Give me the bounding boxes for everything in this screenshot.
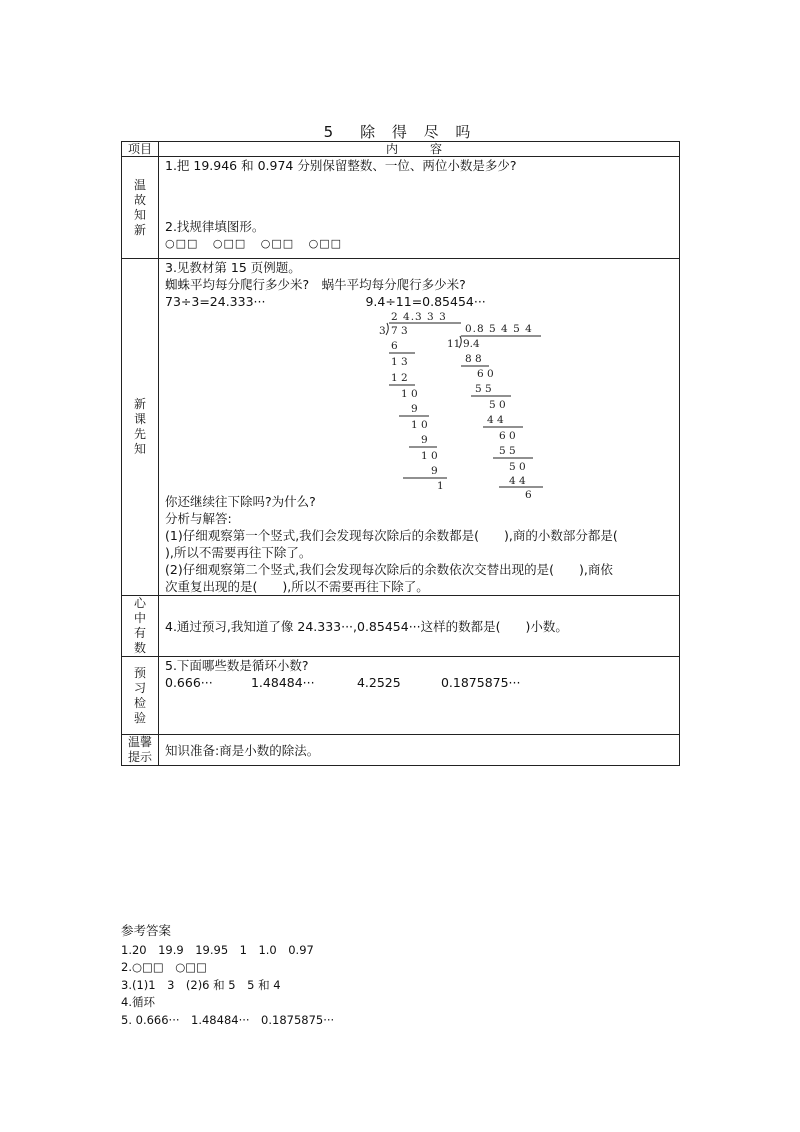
div1-step: 9 (411, 403, 418, 415)
answer-line: 4.循环 (121, 995, 155, 1009)
answer-heading: 参考答案 (121, 923, 172, 938)
section-label-preview: 预习检验 (133, 665, 146, 725)
div1-dividend: 7 3 (391, 325, 408, 337)
div1-divisor: 3 (379, 325, 386, 337)
shape-group: ○□□ (260, 237, 295, 250)
div2-step: 4 4 (487, 414, 504, 426)
section-label-new-lesson: 新课先知 (133, 397, 146, 456)
div1-bracket (386, 323, 388, 335)
div1-step: 9 (421, 434, 428, 446)
div2-step: 6 0 (477, 368, 494, 380)
div1-step: 6 (391, 340, 398, 352)
header-item: 项目 (122, 142, 159, 157)
div1-step: 1 0 (411, 419, 428, 431)
shape-group: ○□□ (308, 237, 343, 250)
answer-key (121, 922, 334, 1029)
div2-step: 5 0 (489, 399, 506, 411)
div1-step: 9 (431, 465, 438, 477)
long-division-area (165, 310, 679, 501)
div1-step: 1 0 (421, 450, 438, 462)
number-option: 0.666··· (165, 675, 213, 690)
analysis-2b: 次重复出现的是( ),所以不需要再往下除了。 (165, 579, 429, 594)
question-2: 2.找规律填图形。 (165, 219, 265, 234)
number-option: 4.2525 (356, 675, 401, 690)
page-title: 5 除 得 尽 吗 (323, 123, 477, 141)
lesson-table (121, 141, 680, 766)
div2-step: 8 8 (465, 353, 482, 365)
div1-step: 1 2 (391, 372, 408, 384)
div1-step: 1 (437, 480, 444, 492)
tip-text: 知识准备:商是小数的除法。 (165, 742, 320, 758)
div2-dividend: 9.4 (463, 338, 480, 350)
number-list (165, 674, 679, 691)
number-option: 0.1875875··· (440, 675, 521, 690)
div2-step: 5 0 (509, 461, 526, 473)
answer-line: 5. 0.666··· 1.48484··· 0.1875875··· (121, 1012, 335, 1027)
answer-line: 1.20 19.9 19.95 1 1.0 0.97 (121, 942, 314, 957)
div1-step: 1 3 (391, 356, 408, 368)
equation-1: 73÷3=24.333··· (165, 294, 266, 309)
equation-2: 9.4÷11=0.85454··· (365, 294, 486, 309)
answer-line: 2.○□□ ○□□ (121, 960, 208, 974)
div1-quotient: 2 4.3 3 3 (391, 311, 447, 323)
section-preview-check (122, 657, 680, 735)
question-5: 5.下面哪些数是循环小数? (165, 658, 309, 673)
long-division-drawing (165, 310, 685, 501)
analysis-1: (1)仔细观察第一个竖式,我们会发现每次除后的余数都是( ),商的小数部分都是( (165, 528, 618, 543)
section-review (122, 157, 680, 259)
section-label-tip: 温馨提示 (127, 735, 152, 764)
section-tip (122, 735, 680, 766)
answer-line: 3.(1)1 3 (2)6 和 5 5 和 4 (121, 977, 281, 992)
div2-step: 5 5 (499, 445, 516, 457)
analysis-1b: ),所以不需要再往下除了。 (165, 545, 312, 560)
shape-pattern (165, 235, 679, 252)
div2-step: 6 (525, 489, 532, 501)
div2-step: 5 5 (475, 383, 492, 395)
div1-step: 1 0 (401, 388, 418, 400)
question-1: 1.把 19.946 和 0.974 分别保留整数、一位、两位小数是多少? (165, 158, 517, 173)
question-3: 3.见教材第 15 页例题。 (165, 260, 301, 275)
section-label-review: 温故知新 (133, 177, 146, 237)
div2-divisor: 11 (447, 338, 461, 350)
speed-question: 蜘蛛平均每分爬行多少米? 蜗牛平均每分爬行多少米? (165, 277, 466, 292)
section-summary (122, 596, 680, 657)
div2-quotient: 0.8 5 4 5 4 (465, 323, 533, 335)
div2-step: 6 0 (499, 430, 516, 442)
analysis-2: (2)仔细观察第二个竖式,我们会发现每次除后的余数依次交替出现的是( ),商依 (165, 562, 613, 577)
table-header-row (122, 142, 680, 157)
div2-step: 4 4 (509, 475, 526, 487)
number-option: 1.48484··· (250, 675, 315, 690)
analysis-heading: 分析与解答: (165, 511, 232, 526)
section-label-summary: 心中有数 (133, 596, 146, 655)
shape-group: ○□□ (165, 237, 199, 250)
question-4: 4.通过预习,我知道了像 24.333···,0.85454···这样的数都是( )小数。 (165, 618, 568, 634)
section-new-lesson (122, 259, 680, 596)
shape-group: ○□□ (212, 237, 247, 250)
header-content: 内 容 (159, 142, 680, 157)
continue-question: 你还继续往下除吗?为什么? (165, 494, 316, 509)
